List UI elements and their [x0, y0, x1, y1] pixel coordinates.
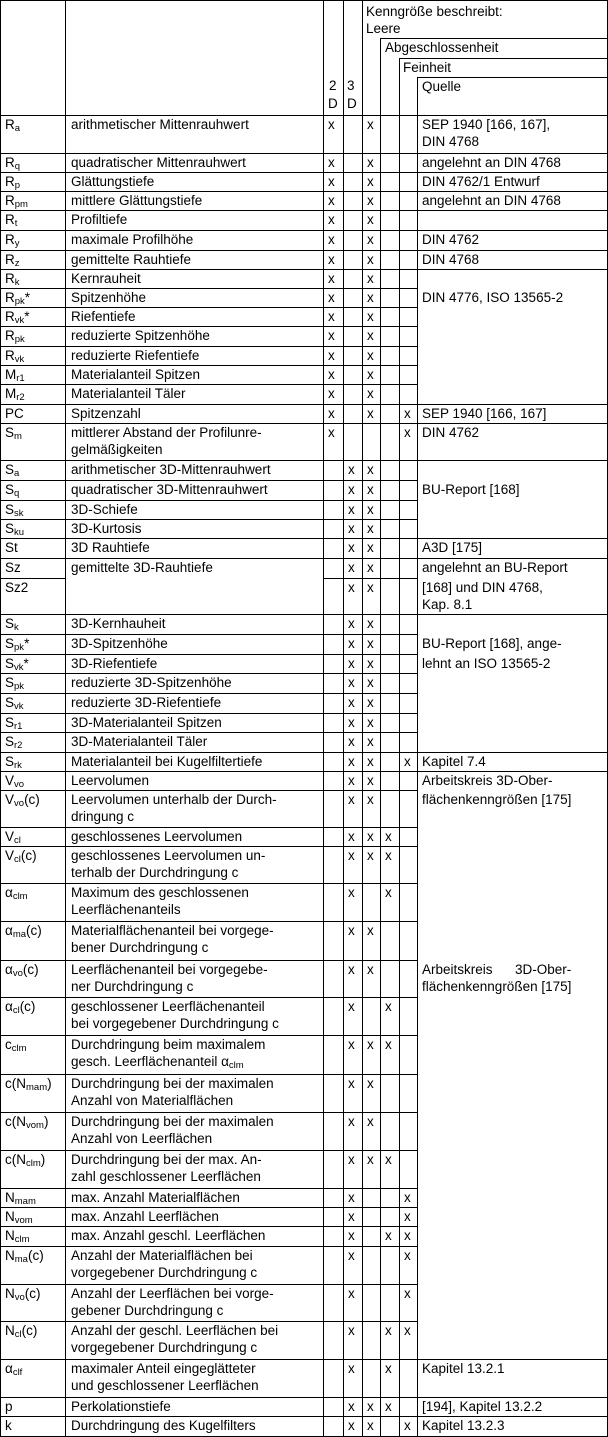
- check-mark: x: [348, 1152, 355, 1167]
- check-mark: x: [385, 1399, 392, 1414]
- row-name: Glättungstiefe: [71, 174, 155, 189]
- row-name: arithmetischer 3D-Mittenrauhwert: [71, 462, 271, 477]
- check-mark: x: [367, 290, 374, 305]
- row-symbol: $S_k$: [5, 616, 19, 633]
- row-name: Anzahl von Leerflächen: [71, 1131, 213, 1146]
- check-mark: x: [348, 999, 355, 1014]
- row-source: Kapitel 7.4: [422, 754, 486, 769]
- check-mark: x: [328, 232, 335, 247]
- row-name: geschlossenes Leervolumen un-: [71, 848, 266, 863]
- check-mark: x: [385, 885, 392, 900]
- row-rule: [0, 346, 417, 347]
- row-symbol: $S_m$: [5, 425, 22, 442]
- check-mark: x: [385, 848, 392, 863]
- col-rule-abg: [399, 58, 400, 1436]
- row-source: DIN 4768: [422, 252, 480, 267]
- row-name: gemittelte 3D-Rauhtiefe: [71, 560, 213, 575]
- row-symbol: Sz: [5, 560, 21, 575]
- check-mark: x: [348, 962, 355, 977]
- check-mark: x: [348, 773, 355, 788]
- row-source: BU-Report [168]: [422, 482, 520, 497]
- row-source: [168] und DIN 4768,: [422, 580, 543, 595]
- check-mark: x: [367, 754, 374, 769]
- row-name: reduzierte 3D-Spitzenhöhe: [71, 675, 232, 690]
- check-mark: x: [367, 560, 374, 575]
- row-name: Spitzenzahl: [71, 406, 141, 421]
- row-rule: [0, 210, 417, 211]
- row-rule-source: [417, 614, 607, 615]
- check-mark: x: [404, 1286, 411, 1301]
- row-name: vorgegebener Durchdringung c: [71, 1340, 258, 1355]
- row-symbol: $N_{vo}(c)$: [5, 1286, 41, 1303]
- row-symbol: $V_{cl}$: [5, 829, 21, 846]
- check-mark: x: [404, 406, 411, 421]
- row-name: gemittelte Rauhtiefe: [71, 252, 192, 267]
- row-symbol: $N_{mam}$: [5, 1190, 36, 1207]
- row-name: Durchdringung bei der maximalen: [71, 1114, 274, 1129]
- row-name: 3D Rauhtiefe: [71, 540, 150, 555]
- row-symbol: $R_k$: [5, 271, 20, 288]
- check-mark: x: [348, 1248, 355, 1263]
- check-mark: x: [367, 406, 374, 421]
- row-name: 3D-Kurtosis: [71, 521, 142, 536]
- check-mark: x: [348, 580, 355, 595]
- row-name: ner Durchdringung c: [71, 979, 194, 994]
- check-mark: x: [367, 656, 374, 671]
- check-mark: x: [404, 425, 411, 440]
- row-name: gesch. Leerflächenanteil $\alpha_{clm}$: [71, 1054, 244, 1071]
- row-source: Arbeitskreis 3D-Ober-: [422, 773, 553, 788]
- check-mark: x: [348, 885, 355, 900]
- check-mark: x: [367, 386, 374, 401]
- row-symbol: $S_{vk}$: [5, 695, 24, 712]
- row-rule: [0, 250, 417, 251]
- row-symbol: $\alpha_{clf}$: [5, 1361, 23, 1378]
- row-source: flächenkenngrößen [175]: [422, 979, 572, 994]
- row-name: Materialflächenanteil bei vorgege-: [71, 923, 274, 938]
- check-mark: x: [367, 328, 374, 343]
- row-name: Anzahl der geschl. Leerflächen bei: [71, 1323, 279, 1338]
- check-mark: x: [348, 754, 355, 769]
- check-mark: x: [348, 1209, 355, 1224]
- row-name: Anzahl von Materialflächen: [71, 1093, 234, 1108]
- row-rule: [0, 191, 417, 192]
- row-symbol: $V_{cl}(c)$: [5, 848, 37, 865]
- row-source: A3D [175]: [422, 540, 483, 555]
- row-rule: [0, 269, 417, 270]
- check-mark: x: [385, 1323, 392, 1338]
- check-mark: x: [328, 252, 335, 267]
- row-name: Durchdringung beim maximalem: [71, 1037, 266, 1052]
- check-mark: x: [328, 174, 335, 189]
- check-mark: x: [404, 1228, 411, 1243]
- check-mark: x: [348, 1399, 355, 1414]
- row-symbol: $c(N_{vom})$: [5, 1114, 49, 1131]
- row-name: quadratischer Mittenrauhwert: [71, 155, 246, 170]
- header-2d-bottom: D: [328, 96, 338, 111]
- header-3d-bottom: D: [347, 96, 357, 111]
- row-name: max. Anzahl Materialflächen: [71, 1190, 240, 1205]
- row-rule: [0, 230, 417, 231]
- row-name: Durchdringung des Kugelfilters: [71, 1418, 256, 1433]
- check-mark: x: [367, 212, 374, 227]
- check-mark: x: [328, 117, 335, 132]
- check-mark: x: [367, 1076, 374, 1091]
- row-source: [194], Kapitel 13.2.2: [422, 1399, 543, 1414]
- row-symbol: $S_{vk}*$: [5, 656, 29, 673]
- table-border-left: [0, 0, 1, 1436]
- check-mark: x: [348, 829, 355, 844]
- row-source: flächenkenngrößen [175]: [422, 792, 572, 807]
- row-symbol: PC: [5, 406, 24, 421]
- row-rule: [0, 172, 417, 173]
- row-source: Kap. 8.1: [422, 597, 473, 612]
- row-name: 3D-Materialanteil Spitzen: [71, 715, 222, 730]
- row-source: DIN 4762: [422, 232, 480, 247]
- row-symbol: Sz2: [5, 580, 29, 595]
- check-mark: x: [367, 271, 374, 286]
- row-rule-source: [417, 210, 607, 211]
- row-symbol: $S_a$: [5, 462, 20, 479]
- check-mark: x: [404, 1323, 411, 1338]
- check-mark: x: [367, 734, 374, 749]
- col-rule-3d: [362, 0, 363, 1436]
- check-mark: x: [367, 1114, 374, 1129]
- check-mark: x: [367, 675, 374, 690]
- check-mark: x: [367, 1037, 374, 1052]
- check-mark: x: [348, 1418, 355, 1433]
- row-source: Kapitel 13.2.3: [422, 1418, 505, 1433]
- check-mark: x: [328, 328, 335, 343]
- row-name: Anzahl der Materialflächen bei: [71, 1248, 253, 1263]
- row-symbol: $R_p$: [5, 174, 21, 191]
- row-name: terhalb der Durchdringung c: [71, 865, 239, 880]
- check-mark: x: [348, 1361, 355, 1376]
- row-source: SEP 1940 [166, 167],: [422, 117, 551, 132]
- row-symbol: $R_{pm}$: [5, 193, 28, 210]
- row-symbol: $R_a$: [5, 117, 21, 134]
- check-mark: x: [348, 848, 355, 863]
- check-mark: x: [367, 117, 374, 132]
- row-symbol: $S_{pk}$: [5, 675, 25, 692]
- check-mark: x: [348, 1190, 355, 1205]
- check-mark: x: [328, 367, 335, 382]
- row-rule-source: [417, 269, 607, 270]
- row-name: Profiltiefe: [71, 212, 128, 227]
- header-leere: Leere: [366, 21, 401, 36]
- check-mark: x: [348, 1076, 355, 1091]
- row-symbol: $S_{r2}$: [5, 734, 23, 751]
- row-symbol: $\alpha_{vo}(c)$: [5, 962, 39, 979]
- row-rule: [0, 384, 417, 385]
- check-mark: x: [348, 560, 355, 575]
- row-name: vorgegebener Durchdringung c: [71, 1265, 258, 1280]
- row-symbol: $R_y$: [5, 232, 20, 249]
- row-symbol: $N_{ma}(c)$: [5, 1248, 44, 1265]
- row-symbol: $S_{rk}$: [5, 754, 22, 771]
- row-name: gebener Durchdringung c: [71, 1303, 224, 1318]
- check-mark: x: [328, 309, 335, 324]
- check-mark: x: [385, 1228, 392, 1243]
- row-source: Kapitel 13.2.1: [422, 1361, 505, 1376]
- row-name: Leervolumen: [71, 773, 150, 788]
- row-name: Spitzenhöhe: [71, 290, 147, 305]
- check-mark: x: [367, 252, 374, 267]
- row-name: Anzahl der Leerflächen bei vorge-: [71, 1286, 274, 1301]
- col-rule-symbol: [65, 0, 66, 1436]
- row-name: reduzierte Spitzenhöhe: [71, 328, 210, 343]
- row-name: Perkolationstiefe: [71, 1399, 171, 1414]
- row-name: 3D-Materialanteil Täler: [71, 734, 208, 749]
- check-mark: x: [348, 1037, 355, 1052]
- check-mark: x: [348, 521, 355, 536]
- row-name: Materialanteil bei Kugelfiltertiefe: [71, 754, 263, 769]
- row-name: bener Durchdringung c: [71, 940, 209, 955]
- check-mark: x: [348, 1228, 355, 1243]
- row-symbol: $N_{vom}$: [5, 1209, 33, 1226]
- row-symbol: $c_{clm}$: [5, 1037, 27, 1054]
- check-mark: x: [367, 174, 374, 189]
- col-rule-2d: [343, 0, 344, 1436]
- check-mark: x: [367, 1418, 374, 1433]
- row-name: mittlere Glättungstiefe: [71, 193, 203, 208]
- row-rule: [0, 365, 417, 366]
- row-source: DIN 4762/1 Entwurf: [422, 174, 540, 189]
- check-mark: x: [367, 521, 374, 536]
- row-symbol: $S_{ku}$: [5, 521, 25, 538]
- header-abgeschlossenheit: Abgeschlossenheit: [385, 40, 499, 55]
- check-mark: x: [404, 1209, 411, 1224]
- row-source: BU-Report [168], ange-: [422, 636, 562, 651]
- row-name: und geschlossener Leerflächen: [71, 1378, 259, 1393]
- row-source: angelehnt an BU-Report: [422, 560, 568, 575]
- row-name: mittlerer Abstand der Profilunre-: [71, 425, 262, 440]
- check-mark: x: [367, 715, 374, 730]
- row-name: maximale Profilhöhe: [71, 232, 194, 247]
- row-symbol: $R_{pk}*$: [5, 290, 31, 307]
- row-name: 3D-Riefentiefe: [71, 656, 158, 671]
- check-mark: x: [348, 616, 355, 631]
- col-rule-name: [323, 0, 324, 1436]
- row-rule: [0, 404, 417, 405]
- row-symbol: $S_{sk}$: [5, 502, 24, 519]
- row-name: 3D-Kernhauheit: [71, 616, 166, 631]
- row-symbol: $S_{pk}*$: [5, 636, 30, 653]
- check-mark: x: [367, 309, 374, 324]
- row-symbol: $M_{r2}$: [5, 386, 25, 403]
- check-mark: x: [367, 848, 374, 863]
- row-symbol: k: [5, 1418, 12, 1433]
- check-mark: x: [367, 773, 374, 788]
- row-source: DIN 4762: [422, 425, 480, 440]
- row-name: Durchdringung bei der maximalen: [71, 1076, 274, 1091]
- row-name: 3D-Spitzenhöhe: [71, 636, 168, 651]
- check-mark: x: [348, 636, 355, 651]
- row-rule: [0, 307, 417, 308]
- row-name: reduzierte 3D-Riefentiefe: [71, 695, 222, 710]
- check-mark: x: [404, 1190, 411, 1205]
- check-mark: x: [367, 829, 374, 844]
- row-name: Maximum des geschlossenen: [71, 885, 249, 900]
- table-border-top: [0, 0, 607, 1]
- row-name: maximaler Anteil eingeglätteter: [71, 1361, 256, 1376]
- header-feinheit: Feinheit: [403, 60, 452, 75]
- check-mark: x: [367, 923, 374, 938]
- row-source: lehnt an ISO 13565-2: [422, 656, 551, 671]
- check-mark: x: [348, 675, 355, 690]
- check-mark: x: [348, 923, 355, 938]
- row-symbol: p: [5, 1399, 13, 1414]
- check-mark: x: [328, 406, 335, 421]
- check-mark: x: [367, 1399, 374, 1414]
- row-symbol: $R_q$: [5, 155, 21, 172]
- row-name: Materialanteil Spitzen: [71, 367, 201, 382]
- check-mark: x: [404, 754, 411, 769]
- header-quelle: Quelle: [422, 79, 462, 94]
- check-mark: x: [367, 962, 374, 977]
- check-mark: x: [385, 999, 392, 1014]
- row-name: bei vorgegebener Durchdringung c: [71, 1016, 279, 1031]
- row-symbol: $M_{r1}$: [5, 367, 25, 384]
- check-mark: x: [367, 616, 374, 631]
- check-mark: x: [348, 792, 355, 807]
- row-name: Leervolumen unterhalb der Durch-: [71, 792, 277, 807]
- row-rule: [0, 288, 417, 289]
- row-symbol: St: [5, 540, 18, 555]
- check-mark: x: [348, 540, 355, 555]
- check-mark: x: [348, 715, 355, 730]
- check-mark: x: [367, 1152, 374, 1167]
- row-symbol: $V_{vo}$: [5, 773, 25, 790]
- check-mark: x: [348, 734, 355, 749]
- check-mark: x: [367, 193, 374, 208]
- check-mark: x: [328, 290, 335, 305]
- row-symbol: $\alpha_{clm}$: [5, 885, 28, 902]
- check-mark: x: [348, 462, 355, 477]
- check-mark: x: [367, 367, 374, 382]
- check-mark: x: [328, 386, 335, 401]
- check-mark: x: [328, 425, 335, 440]
- check-mark: x: [385, 1361, 392, 1376]
- row-name: max. Anzahl Leerflächen: [71, 1209, 219, 1224]
- row-name: Leerflächenanteil bei vorgegebe-: [71, 962, 268, 977]
- row-name: geschlossenes Leervolumen: [71, 829, 243, 844]
- check-mark: x: [367, 695, 374, 710]
- check-mark: x: [328, 155, 335, 170]
- check-mark: x: [367, 502, 374, 517]
- check-mark: x: [367, 540, 374, 555]
- row-name: geschlossener Leerflächenanteil: [71, 999, 265, 1014]
- row-source: Arbeitskreis 3D-Ober-: [422, 962, 572, 977]
- row-name: zahl geschlossener Leerflächen: [71, 1169, 261, 1184]
- row-source: SEP 1940 [166, 167]: [422, 406, 547, 421]
- header-title: Kenngröße beschreibt:: [366, 4, 503, 19]
- row-symbol: $R_z$: [5, 252, 20, 269]
- check-mark: x: [367, 232, 374, 247]
- row-symbol: $c(N_{clm})$: [5, 1152, 46, 1169]
- row-symbol: $R_t$: [5, 212, 18, 229]
- row-symbol: $R_{vk}*$: [5, 309, 30, 326]
- row-symbol: $R_{vk}$: [5, 348, 25, 365]
- row-source: DIN 4776, ISO 13565-2: [422, 290, 564, 305]
- check-mark: x: [348, 1323, 355, 1338]
- header-2d-top: 2: [329, 78, 337, 93]
- row-name: Materialanteil Täler: [71, 386, 186, 401]
- check-mark: x: [404, 1248, 411, 1263]
- check-mark: x: [348, 656, 355, 671]
- check-mark: x: [385, 1037, 392, 1052]
- row-symbol: $\alpha_{ma}(c)$: [5, 923, 42, 940]
- row-symbol: $R_{pk}$: [5, 328, 25, 345]
- row-rule-source: [417, 460, 607, 461]
- check-mark: x: [328, 348, 335, 363]
- check-mark: x: [328, 193, 335, 208]
- check-mark: x: [348, 502, 355, 517]
- check-mark: x: [367, 155, 374, 170]
- row-source: angelehnt an DIN 4768: [422, 193, 561, 208]
- row-symbol: $N_{cl}(c)$: [5, 1323, 38, 1340]
- check-mark: x: [385, 829, 392, 844]
- check-mark: x: [348, 482, 355, 497]
- check-mark: x: [367, 482, 374, 497]
- row-symbol: $\alpha_{cl}(c)$: [5, 999, 36, 1016]
- check-mark: x: [367, 636, 374, 651]
- row-name: reduzierte Riefentiefe: [71, 348, 200, 363]
- row-symbol: $N_{clm}$: [5, 1228, 30, 1245]
- row-name: Riefentiefe: [71, 309, 136, 324]
- check-mark: x: [348, 695, 355, 710]
- check-mark: x: [367, 348, 374, 363]
- row-symbol: $c(N_{mam})$: [5, 1076, 52, 1093]
- check-mark: x: [348, 1114, 355, 1129]
- row-name: gelmäßigkeiten: [71, 442, 163, 457]
- check-mark: x: [348, 1286, 355, 1301]
- row-name: Leerflächenanteils: [71, 902, 181, 917]
- row-source: DIN 4768: [422, 134, 480, 149]
- row-name: quadratischer 3D-Mittenrauhwert: [71, 482, 268, 497]
- row-name: max. Anzahl geschl. Leerflächen: [71, 1228, 266, 1243]
- row-source: angelehnt an DIN 4768: [422, 155, 561, 170]
- check-mark: x: [385, 1152, 392, 1167]
- row-symbol: $S_{r1}$: [5, 715, 23, 732]
- row-name: arithmetischer Mittenrauhwert: [71, 117, 249, 132]
- row-name: 3D-Schiefe: [71, 502, 138, 517]
- check-mark: x: [367, 462, 374, 477]
- check-mark: x: [367, 792, 374, 807]
- check-mark: x: [367, 580, 374, 595]
- check-mark: x: [328, 271, 335, 286]
- row-symbol: $V_{vo}(c)$: [5, 792, 40, 809]
- row-name: Durchdringung bei der max. An-: [71, 1152, 262, 1167]
- row-name: Kernrauheit: [71, 271, 141, 286]
- row-name: dringung c: [71, 809, 135, 824]
- col-rule-fein: [417, 77, 418, 1436]
- row-symbol: $S_q$: [5, 482, 20, 499]
- check-mark: x: [404, 1418, 411, 1433]
- header-3d-top: 3: [347, 78, 355, 93]
- check-mark: x: [328, 212, 335, 227]
